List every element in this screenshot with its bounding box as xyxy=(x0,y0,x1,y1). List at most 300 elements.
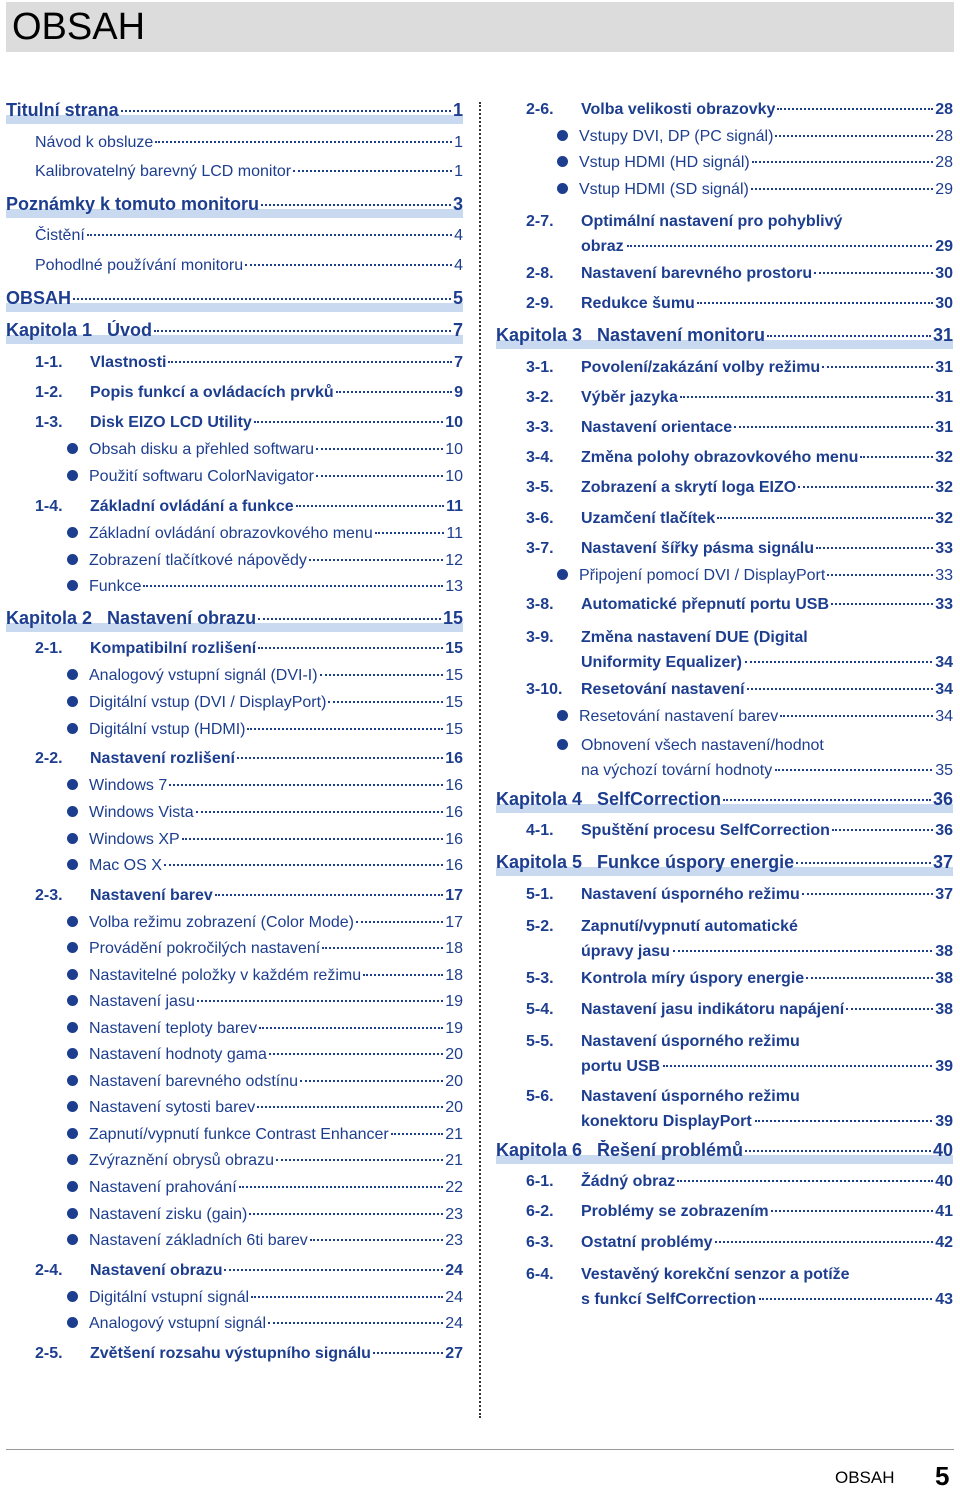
toc-entry[interactable] xyxy=(35,256,463,276)
toc-entry-text: Funkce xyxy=(89,578,142,595)
dot-leader xyxy=(258,618,441,620)
bullet-icon xyxy=(557,569,568,580)
toc-section-number: 3-8. xyxy=(526,596,554,613)
toc-section-number: 3-2. xyxy=(526,389,554,406)
toc-entry[interactable] xyxy=(496,625,953,675)
dot-leader xyxy=(391,1133,443,1135)
toc-entry[interactable] xyxy=(526,680,953,700)
toc-entry-text: Nastavení barevného prostoru xyxy=(581,265,813,282)
toc-section-number: 3-5. xyxy=(526,479,554,496)
toc-entry-text: Zvýraznění obrysů obrazu xyxy=(89,1152,274,1169)
toc-entry[interactable] xyxy=(35,1261,463,1281)
toc-page-number: 7 xyxy=(452,320,463,340)
toc-entry-text: Popis funkcí a ovládacích prvků xyxy=(90,384,334,401)
toc-page-number: 37 xyxy=(935,886,953,903)
toc-entry-text: Vestavěný korekční senzor a potíže xyxy=(581,1266,850,1283)
toc-page-number: 19 xyxy=(445,1020,463,1037)
toc-section-number: 1-1. xyxy=(35,354,63,371)
toc-page-number: 35 xyxy=(935,762,953,779)
toc-page-number: 24 xyxy=(445,1289,463,1306)
toc-entry[interactable] xyxy=(557,707,953,727)
toc-entry-text: Vstupy DVI, DP (PC signál) xyxy=(579,128,774,145)
dot-leader xyxy=(814,272,933,274)
toc-page-number: 33 xyxy=(935,596,953,613)
toc-page-number: 19 xyxy=(445,993,463,1010)
toc-entry[interactable] xyxy=(35,353,463,373)
toc-page-number: 40 xyxy=(932,1140,953,1160)
toc-section-number: 5-3. xyxy=(526,970,554,987)
toc-entry[interactable] xyxy=(526,595,953,615)
bullet-icon xyxy=(67,1317,78,1328)
toc-entry[interactable] xyxy=(526,969,953,989)
dot-leader xyxy=(164,864,443,866)
toc-page-number: 4 xyxy=(454,257,463,274)
bullet-icon xyxy=(67,833,78,844)
toc-section-number: 3-6. xyxy=(526,510,554,527)
toc-chapter-heading[interactable] xyxy=(496,789,953,809)
toc-section-number: 3-7. xyxy=(526,540,554,557)
dot-leader xyxy=(328,701,443,703)
dot-leader xyxy=(755,1120,933,1122)
toc-entry[interactable] xyxy=(526,509,953,529)
toc-entry-text: Použití softwaru ColorNavigator xyxy=(89,468,314,485)
toc-entry-text: Obnovení všech nastavení/hodnot xyxy=(581,737,824,754)
dot-leader xyxy=(336,391,452,393)
toc-page-number: 5 xyxy=(452,288,463,308)
dot-leader xyxy=(197,1000,443,1002)
dot-leader xyxy=(777,108,933,110)
toc-entry-text: Nastavení šířky pásma signálu xyxy=(581,540,814,557)
toc-entry[interactable] xyxy=(526,418,953,438)
toc-page-number: 33 xyxy=(935,567,953,584)
dot-leader xyxy=(182,838,444,840)
toc-entry[interactable] xyxy=(496,1262,953,1312)
toc-entry[interactable] xyxy=(6,194,463,214)
toc-entry-text: Provádění pokročilých nastavení xyxy=(89,940,321,957)
toc-page-number: 42 xyxy=(935,1234,953,1251)
toc-page-number: 32 xyxy=(935,479,953,496)
dot-leader xyxy=(245,264,452,266)
toc-entry[interactable] xyxy=(35,886,463,906)
toc-page-number: 10 xyxy=(445,441,463,458)
toc-entry[interactable] xyxy=(67,467,463,487)
toc-entry-text: Digitální vstup (HDMI) xyxy=(89,721,246,738)
dot-leader xyxy=(775,135,933,137)
toc-page-number: 34 xyxy=(935,708,953,725)
toc-entry[interactable] xyxy=(35,162,463,182)
toc-page-number: 16 xyxy=(445,750,463,767)
dot-leader xyxy=(860,456,933,458)
dot-leader xyxy=(627,245,933,247)
toc-page-number: 28 xyxy=(935,154,953,171)
toc-section-number: 2-8. xyxy=(526,265,554,282)
toc-page-number: 43 xyxy=(935,1291,953,1308)
toc-chapter-heading[interactable] xyxy=(496,852,953,872)
toc-page-number: 39 xyxy=(935,1113,953,1130)
toc-page-number: 10 xyxy=(445,468,463,485)
toc-entry[interactable] xyxy=(526,539,953,559)
toc-entry-text: Zobrazení tlačítkové nápovědy xyxy=(89,552,307,569)
toc-page-number: 11 xyxy=(446,498,463,515)
toc-section-number: 2-4. xyxy=(35,1262,63,1279)
toc-entry[interactable] xyxy=(496,1084,953,1134)
page-title: OBSAH xyxy=(12,6,146,48)
toc-section-number: 3-4. xyxy=(526,449,554,466)
toc-page-number: 28 xyxy=(935,128,953,145)
toc-page-number: 36 xyxy=(932,789,953,809)
toc-entry[interactable] xyxy=(526,1233,953,1253)
toc-entry-text: Windows 7 xyxy=(89,777,168,794)
dot-leader xyxy=(276,1159,443,1161)
toc-section-number: 2-9. xyxy=(526,295,554,312)
toc-entry-text: Kalibrovatelný barevný LCD monitor xyxy=(35,163,292,180)
toc-page-number: 16 xyxy=(445,831,463,848)
dot-leader xyxy=(816,547,933,549)
toc-entry-text: Automatické přepnutí portu USB xyxy=(581,596,830,613)
toc-entry-text: Kapitola 1 Úvod xyxy=(6,320,153,340)
dot-leader xyxy=(261,204,451,206)
toc-entry-text: Nastavení barevného odstínu xyxy=(89,1073,299,1090)
dot-leader xyxy=(697,302,933,304)
toc-entry[interactable] xyxy=(35,383,463,403)
toc-entry[interactable] xyxy=(67,524,463,544)
toc-page-number: 7 xyxy=(454,354,463,371)
toc-entry-text: Zvětšení rozsahu výstupního signálu xyxy=(90,1345,371,1362)
toc-chapter-heading[interactable] xyxy=(6,608,463,628)
toc-page-number: 22 xyxy=(445,1179,463,1196)
toc-entry[interactable] xyxy=(557,566,953,586)
dot-leader xyxy=(832,829,933,831)
toc-section-number: 1-4. xyxy=(35,498,63,515)
toc-entry-text-2: konektoru DisplayPort xyxy=(581,1113,752,1130)
toc-page-number: 27 xyxy=(445,1345,463,1362)
dot-leader xyxy=(759,1298,932,1300)
dot-leader xyxy=(780,715,933,717)
toc-entry[interactable] xyxy=(67,1019,463,1039)
toc-page-number: 30 xyxy=(935,265,953,282)
toc-entry-text: Analogový vstupní signál (DVI-I) xyxy=(89,667,318,684)
toc-page-number: 1 xyxy=(454,134,463,151)
dot-leader xyxy=(796,862,931,864)
toc-section-number: 2-2. xyxy=(35,750,63,767)
toc-entry[interactable] xyxy=(67,440,463,460)
dot-leader xyxy=(680,396,933,398)
bullet-icon xyxy=(557,130,568,141)
toc-entry-text: Disk EIZO LCD Utility xyxy=(90,414,252,431)
toc-page-number: 38 xyxy=(935,970,953,987)
toc-page-number: 12 xyxy=(445,552,463,569)
toc-entry[interactable] xyxy=(526,264,953,284)
toc-entry[interactable] xyxy=(67,939,463,959)
toc-entry[interactable] xyxy=(526,1000,953,1020)
toc-entry[interactable] xyxy=(526,294,953,314)
toc-entry-continuation xyxy=(581,939,953,964)
dot-leader xyxy=(745,661,932,663)
toc-entry[interactable] xyxy=(67,1231,463,1251)
toc-entry-text: Nastavení jasu indikátoru napájení xyxy=(581,1001,845,1018)
dot-leader xyxy=(745,1150,931,1152)
toc-page-number: 11 xyxy=(446,525,463,542)
dot-leader xyxy=(73,298,451,300)
toc-entry-text: Nastavení teploty barev xyxy=(89,1020,258,1037)
footer-label: OBSAH xyxy=(835,1468,895,1487)
toc-entry[interactable] xyxy=(496,914,953,964)
toc-entry[interactable] xyxy=(526,885,953,905)
dot-leader xyxy=(363,974,443,976)
toc-page-number: 40 xyxy=(935,1173,953,1190)
toc-entry[interactable] xyxy=(67,1151,463,1171)
toc-entry-text: Digitální vstupní signál xyxy=(89,1289,250,1306)
toc-entry-text: Změna polohy obrazovkového menu xyxy=(581,449,859,466)
toc-section-number: 5-4. xyxy=(526,1001,554,1018)
toc-page-number: 10 xyxy=(445,414,463,431)
toc-entry[interactable] xyxy=(67,1125,463,1145)
toc-entry[interactable] xyxy=(67,803,463,823)
toc-entry-text: Nastavení úsporného režimu xyxy=(581,1088,800,1105)
dot-leader xyxy=(269,1053,443,1055)
toc-entry-text: Žádný obraz xyxy=(581,1173,676,1190)
toc-entry-text: Připojení pomocí DVI / DisplayPort xyxy=(579,567,826,584)
dot-leader xyxy=(356,921,443,923)
toc-entry[interactable] xyxy=(67,992,463,1012)
toc-entry-text-2: úpravy jasu xyxy=(581,943,670,960)
toc-entry-text: Zapnutí/vypnutí automatické xyxy=(581,918,798,935)
toc-entry[interactable] xyxy=(526,821,953,841)
toc-section-number: 3-10. xyxy=(526,681,563,698)
toc-page-number: 15 xyxy=(445,721,463,738)
toc-entry[interactable] xyxy=(496,733,953,783)
toc-entry[interactable] xyxy=(35,413,463,433)
dot-leader xyxy=(316,475,443,477)
dot-leader xyxy=(259,1027,443,1029)
toc-entry-text: OBSAH xyxy=(6,288,72,308)
dot-leader xyxy=(677,1180,933,1182)
toc-entry-text-2: portu USB xyxy=(581,1058,661,1075)
toc-page-number: 21 xyxy=(445,1152,463,1169)
dot-leader xyxy=(300,1080,443,1082)
toc-entry[interactable] xyxy=(496,209,953,259)
toc-section-number: 6-3. xyxy=(526,1234,554,1251)
toc-entry[interactable] xyxy=(67,1178,463,1198)
toc-entry-continuation xyxy=(581,1287,953,1312)
dot-leader xyxy=(717,517,933,519)
toc-entry[interactable] xyxy=(526,1172,953,1192)
toc-entry[interactable] xyxy=(67,666,463,686)
toc-page-number: 16 xyxy=(445,857,463,874)
toc-entry-text: Výběr jazyka xyxy=(581,389,678,406)
toc-entry-text: Resetování nastavení barev xyxy=(579,708,779,725)
toc-section-number: 3-1. xyxy=(526,359,554,376)
toc-section-number: 6-1. xyxy=(526,1173,554,1190)
toc-entry[interactable] xyxy=(67,551,463,571)
dot-leader xyxy=(715,1241,934,1243)
bullet-icon xyxy=(67,806,78,817)
toc-entry[interactable] xyxy=(526,448,953,468)
toc-entry-text-2: na výchozí tovární hodnoty xyxy=(581,762,773,779)
dot-leader xyxy=(798,486,933,488)
toc-entry[interactable] xyxy=(67,776,463,796)
toc-page-number: 1 xyxy=(454,163,463,180)
dot-leader xyxy=(309,559,443,561)
toc-entry[interactable] xyxy=(35,1344,463,1364)
toc-chapter-heading[interactable] xyxy=(496,325,953,345)
dot-leader xyxy=(154,330,451,332)
toc-entry[interactable] xyxy=(526,478,953,498)
toc-entry-text: Změna nastavení DUE (Digital xyxy=(581,629,808,646)
toc-entry[interactable] xyxy=(67,1098,463,1118)
dot-leader xyxy=(155,141,452,143)
toc-entry[interactable] xyxy=(496,1029,953,1079)
toc-entry-text: Kapitola 4 SelfCorrection xyxy=(496,789,722,809)
toc-entry-text-2: s funkcí SelfCorrection xyxy=(581,1291,757,1308)
toc-page-number: 17 xyxy=(445,914,463,931)
bullet-icon xyxy=(557,710,568,721)
dot-leader xyxy=(322,947,443,949)
toc-entry[interactable] xyxy=(67,577,463,597)
toc-entry-text: Windows Vista xyxy=(89,804,194,821)
toc-page-number: 15 xyxy=(445,667,463,684)
toc-entry[interactable] xyxy=(67,830,463,850)
toc-entry[interactable] xyxy=(67,913,463,933)
footer-page-number: 5 xyxy=(935,1461,950,1489)
toc-page-number: 30 xyxy=(935,295,953,312)
toc-entry[interactable] xyxy=(67,1045,463,1065)
bullet-icon xyxy=(557,739,568,750)
dot-leader xyxy=(373,1352,443,1354)
toc-entry[interactable] xyxy=(67,720,463,740)
dot-leader xyxy=(831,603,933,605)
toc-section-number: 3-3. xyxy=(526,419,554,436)
toc-entry[interactable] xyxy=(67,856,463,876)
toc-entry-text: Vstup HDMI (SD signál) xyxy=(579,181,749,198)
toc-entry-text: Nastavitelné položky v každém režimu xyxy=(89,967,362,984)
bullet-icon xyxy=(67,1128,78,1139)
toc-page-number: 3 xyxy=(452,194,463,214)
toc-page-number: 18 xyxy=(445,967,463,984)
footer-rule xyxy=(6,1449,954,1450)
toc-entry-text: Obsah disku a přehled softwaru xyxy=(89,441,315,458)
toc-page-number: 16 xyxy=(445,804,463,821)
toc-entry[interactable] xyxy=(557,180,953,200)
toc-entry-text: Poznámky k tomuto monitoru xyxy=(6,194,260,214)
toc-section-number: 6-2. xyxy=(526,1203,554,1220)
page-header xyxy=(6,2,954,52)
toc-entry[interactable] xyxy=(526,388,953,408)
toc-entry[interactable] xyxy=(557,127,953,147)
toc-entry[interactable] xyxy=(67,1314,463,1334)
bullet-icon xyxy=(557,183,568,194)
toc-entry[interactable] xyxy=(526,358,953,378)
toc-entry-text: Zapnutí/vypnutí funkce Contrast Enhancer xyxy=(89,1126,389,1143)
toc-entry-continuation xyxy=(581,758,953,783)
toc-chapter-heading[interactable] xyxy=(6,320,463,340)
toc-section-number: 5-1. xyxy=(526,886,554,903)
toc-entry[interactable] xyxy=(67,1288,463,1308)
toc-page-number: 38 xyxy=(935,1001,953,1018)
toc-entry-text: Titulní strana xyxy=(6,100,119,120)
toc-entry-text: Nastavení základních 6ti barev xyxy=(89,1232,308,1249)
toc-page-number: 37 xyxy=(932,852,953,872)
toc-entry[interactable] xyxy=(67,1205,463,1225)
dot-leader xyxy=(767,335,931,337)
toc-page-number: 9 xyxy=(454,384,463,401)
toc-page-number: 31 xyxy=(935,389,953,406)
toc-page-number: 15 xyxy=(442,608,463,628)
dot-leader xyxy=(673,950,932,952)
toc-entry[interactable] xyxy=(67,1072,463,1092)
toc-entry-text: Volba režimu zobrazení (Color Mode) xyxy=(89,914,355,931)
toc-section-number: 2-7. xyxy=(526,213,554,230)
dot-leader xyxy=(316,448,443,450)
toc-page-number: 29 xyxy=(935,181,953,198)
toc-section-number: 1-3. xyxy=(35,414,63,431)
toc-section-number: 5-2. xyxy=(526,918,554,935)
toc-entry[interactable] xyxy=(35,749,463,769)
toc-entry[interactable] xyxy=(35,497,463,517)
dot-leader xyxy=(224,1269,443,1271)
toc-entry-text: Nastavení rozlišení xyxy=(90,750,235,767)
dot-leader xyxy=(751,188,933,190)
dot-leader xyxy=(310,1239,443,1241)
bullet-icon xyxy=(67,527,78,538)
toc-page-number: 15 xyxy=(445,640,463,657)
toc-page-number: 17 xyxy=(445,887,463,904)
toc-entry-text: Základní ovládání obrazovkového menu xyxy=(89,525,373,542)
bullet-icon xyxy=(67,580,78,591)
toc-page-number: 15 xyxy=(445,694,463,711)
dot-leader xyxy=(293,170,452,172)
dot-leader xyxy=(771,1210,934,1212)
toc-page-number: 34 xyxy=(935,681,953,698)
toc-page-number: 33 xyxy=(935,540,953,557)
toc-entry[interactable] xyxy=(6,100,463,120)
dot-leader xyxy=(734,426,933,428)
dot-leader xyxy=(215,894,443,896)
toc-entry-text: Digitální vstup (DVI / DisplayPort) xyxy=(89,694,327,711)
toc-page-number: 13 xyxy=(445,578,463,595)
toc-entry[interactable] xyxy=(67,693,463,713)
bullet-icon xyxy=(67,443,78,454)
toc-page-number: 20 xyxy=(445,1099,463,1116)
toc-entry[interactable] xyxy=(35,639,463,659)
toc-entry-text: Analogový vstupní signál xyxy=(89,1315,266,1332)
dot-leader xyxy=(296,505,444,507)
column-divider xyxy=(479,102,481,1418)
toc-entry[interactable] xyxy=(526,1202,953,1222)
toc-entry-text: Nastavení jasu xyxy=(89,993,195,1010)
toc-chapter-heading[interactable] xyxy=(496,1140,953,1160)
bullet-icon xyxy=(67,1154,78,1165)
toc-entry[interactable] xyxy=(557,153,953,173)
toc-section-number: 2-5. xyxy=(35,1345,63,1362)
toc-page-number: 20 xyxy=(445,1046,463,1063)
toc-entry[interactable] xyxy=(6,288,463,308)
toc-entry-text: Čistění xyxy=(35,227,85,244)
toc-section-number: 2-1. xyxy=(35,640,63,657)
toc-page-number: 1 xyxy=(452,100,463,120)
toc-entry[interactable] xyxy=(67,966,463,986)
toc-entry[interactable] xyxy=(35,133,463,153)
dot-leader xyxy=(806,977,933,979)
dot-leader xyxy=(121,110,451,112)
dot-leader xyxy=(752,161,934,163)
toc-entry[interactable] xyxy=(526,100,953,120)
toc-entry-text: Resetování nastavení xyxy=(581,681,745,698)
toc-entry-text: Nastavení prahování xyxy=(89,1179,237,1196)
dot-leader xyxy=(822,366,933,368)
toc-entry[interactable] xyxy=(35,226,463,246)
toc-page-number: 16 xyxy=(445,777,463,794)
